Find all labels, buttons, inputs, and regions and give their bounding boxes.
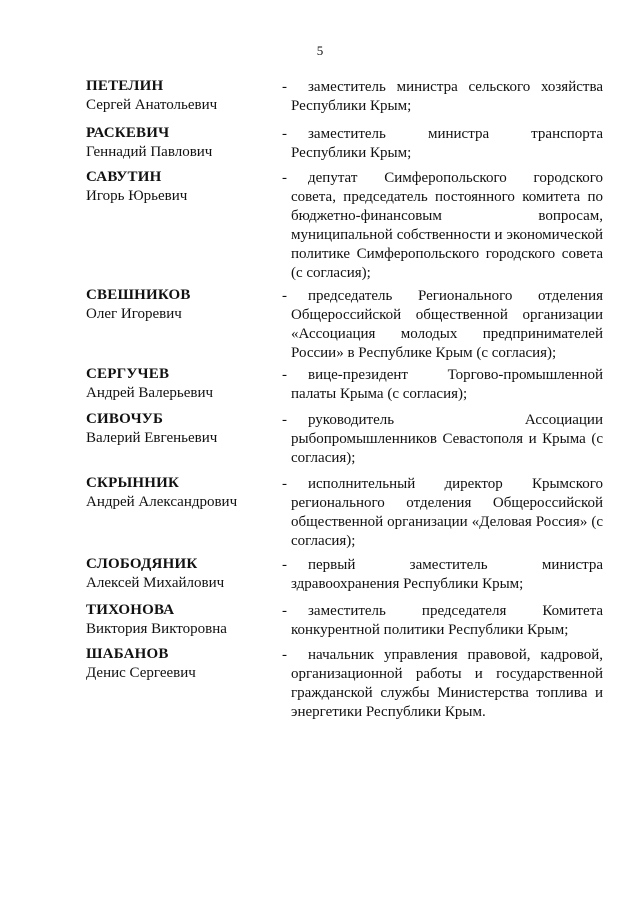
entry-dash: - (282, 647, 287, 663)
member-description: заместитель министра транспорта Республики Крым; (291, 126, 603, 161)
entry-dash: - (282, 79, 287, 95)
member-surname: ШАБАНОВ (86, 646, 169, 662)
member-given-names: Игорь Юрьевич (86, 188, 188, 204)
member-description: заместитель председателя Комитета конкурентной политики Республики Крым; (291, 603, 603, 638)
entry-dash: - (282, 412, 287, 428)
member-given-names: Валерий Евгеньевич (86, 430, 218, 446)
member-surname: СЕРГУЧЕВ (86, 366, 170, 382)
member-surname: САВУТИН (86, 169, 162, 185)
member-name-block (86, 601, 276, 639)
member-name-block (86, 410, 276, 448)
member-description: вице-президент Торгово-промышленной палаты Крыма (с согласия); (291, 367, 603, 402)
member-description: депутат Симферопольского городского совета, председатель постоянного комитета по бюджетно-финансовым вопросам, муниципальной собственности и экономической политике Симферопольского городского совета (с согласия); (291, 170, 603, 281)
member-name-block (86, 555, 276, 593)
member-given-names: Виктория Викторовна (86, 621, 227, 637)
member-description: начальник управления правовой, кадровой, организационной работы и государственной гражданской службы Министерства топлива и энергетики Республики Крым. (291, 647, 603, 720)
member-name-block (86, 645, 276, 683)
member-name-block (86, 286, 276, 324)
member-name-block (86, 474, 276, 512)
member-description: председатель Регионального отделения Общероссийской общественной организации «Ассоциация молодых предпринимателей России» в Республике Крым (с согласия); (291, 288, 603, 361)
member-given-names: Сергей Анатольевич (86, 97, 218, 113)
entry-dash: - (282, 603, 287, 619)
member-given-names: Алексей Михайлович (86, 575, 225, 591)
member-description: первый заместитель министра здравоохранения Республики Крым; (291, 557, 603, 592)
entry-dash: - (282, 476, 287, 492)
page-number: 5 (316, 43, 324, 58)
member-description: исполнительный директор Крымского регионального отделения Общероссийской общественной организации «Деловая Россия» (с согласия); (291, 476, 603, 549)
entry-dash: - (282, 126, 287, 142)
member-name-block (86, 124, 276, 162)
member-surname: РАСКЕВИЧ (86, 125, 170, 141)
member-given-names: Геннадий Павлович (86, 144, 213, 160)
entry-dash: - (282, 288, 287, 304)
member-surname: СЛОБОДЯНИК (86, 556, 198, 572)
member-surname: СВЕШНИКОВ (86, 287, 191, 303)
entry-dash: - (282, 557, 287, 573)
member-name-block (86, 365, 276, 403)
entry-dash: - (282, 367, 287, 383)
member-name-block (86, 77, 276, 115)
member-given-names: Андрей Валерьевич (86, 385, 214, 401)
member-surname: СКРЫННИК (86, 475, 180, 491)
member-given-names: Андрей Александрович (86, 494, 238, 510)
member-description: руководитель Ассоциации рыбопромышленников Севастополя и Крыма (с согласия); (291, 412, 603, 466)
member-given-names: Денис Сергеевич (86, 665, 196, 681)
member-given-names: Олег Игоревич (86, 306, 182, 322)
member-surname: ПЕТЕЛИН (86, 78, 164, 94)
member-surname: СИВОЧУБ (86, 411, 164, 427)
member-name-block (86, 168, 276, 206)
entry-dash: - (282, 170, 287, 186)
member-surname: ТИХОНОВА (86, 602, 175, 618)
member-description: заместитель министра сельского хозяйства Республики Крым; (291, 79, 603, 114)
